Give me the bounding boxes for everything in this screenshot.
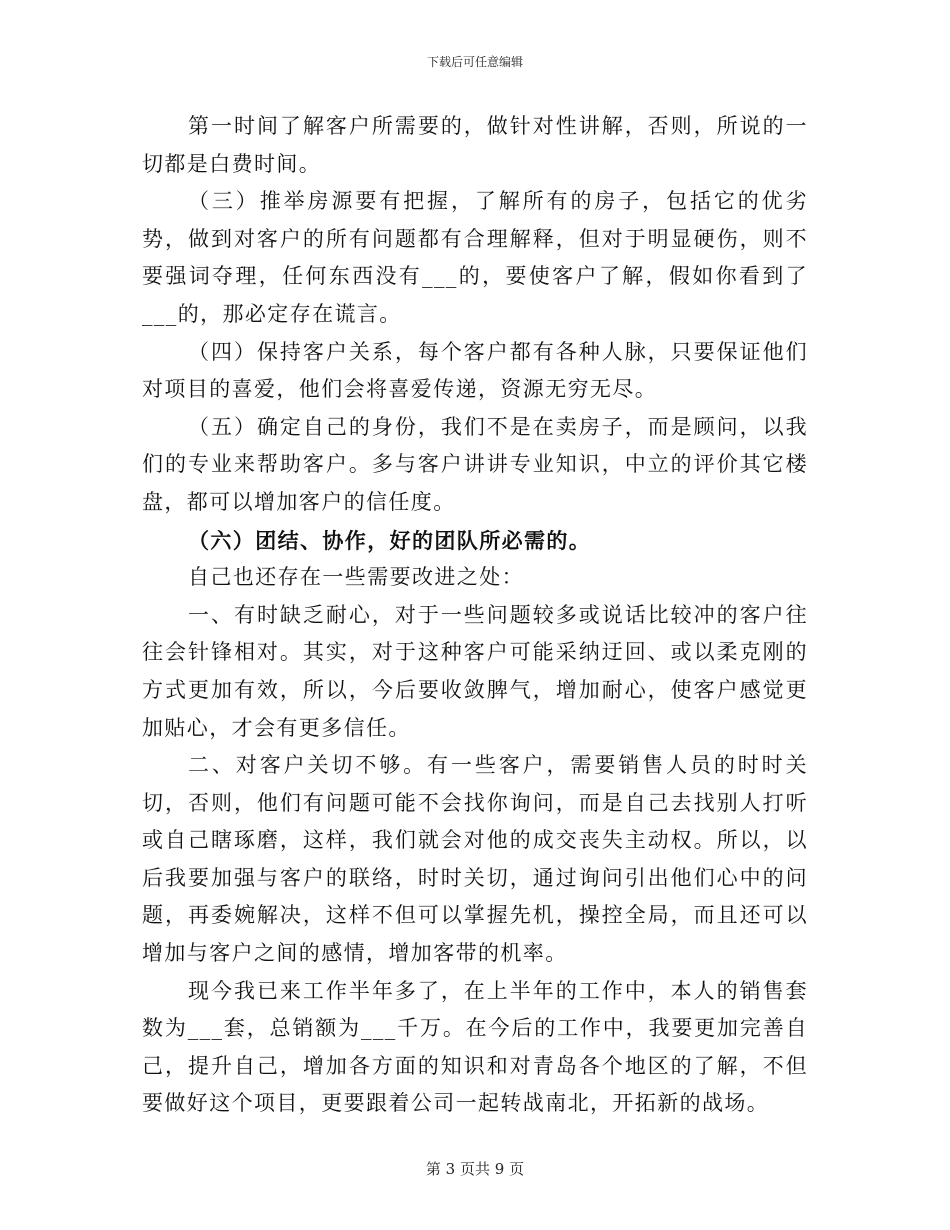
paragraph-7: 一、有时缺乏耐心，对于一些问题较多或说话比较冲的客户往往会针锋相对。其实，对于这种客户可能采纳迂回、或以柔克刚的方式更加有效，所以，今后要收敛脾气，增加耐心，使客户感觉更加贴心，才会有更多信任。: [142, 602, 808, 740]
paragraph-9: 现今我已来工作半年多了，在上半年的工作中，本人的销售套数为___套，总销额为___千万。在今后的工作中，我要更加完善自己，提升自己，增加各方面的知识和对青岛各个地区的了解，不但要做好这个项目，更要跟着公司一起转战南北，开拓新的战场。: [142, 978, 808, 1116]
paragraph-2: （三）推举房源要有把握，了解所有的房子，包括它的优劣势，做到对客户的所有问题都有合理解释，但对于明显硬伤，则不要强词夺理，任何东西没有___的，要使客户了解，假如你看到了___的，那必定存在谎言。: [142, 189, 808, 326]
document-body: [142, 108, 808, 1123]
page-footer: 第 3 页共 9 页: [425, 1160, 525, 1178]
paragraph-8: 二、对客户关切不够。有一些客户，需要销售人员的时时关切，否则，他们有问题可能不会找你询问，而是自己去找别人打听或自己瞎琢磨，这样，我们就会对他的成交丧失主动权。所以，以后我要加强与客户的联络，时时关切，通过询问引出他们心中的问题，再委婉解决，这样不但可以掌握先机，操控全局，而且还可以增加与客户之间的感情，增加客带的机率。: [142, 753, 808, 966]
page-header: 下载后可任意编辑: [426, 55, 523, 69]
paragraph-1: 第一时间了解客户所需要的，做针对性讲解，否则，所说的一切都是白费时间。: [142, 114, 808, 176]
paragraph-4: （五）确定自己的身份，我们不是在卖房子，而是顾问，以我们的专业来帮助客户。多与客户讲讲专业知识，中立的评价其它楼盘，都可以增加客户的信任度。: [142, 414, 808, 514]
paragraph-6: 自己也还存在一些需要改进之处：: [188, 565, 524, 590]
paragraph-5-bold-heading: （六）团结、协作，好的团队所必需的。: [188, 527, 592, 553]
paragraph-3: （四）保持客户关系，每个客户都有各种人脉，只要保证他们对项目的喜爱，他们会将喜爱传递，资源无穷无尽。: [142, 339, 808, 402]
